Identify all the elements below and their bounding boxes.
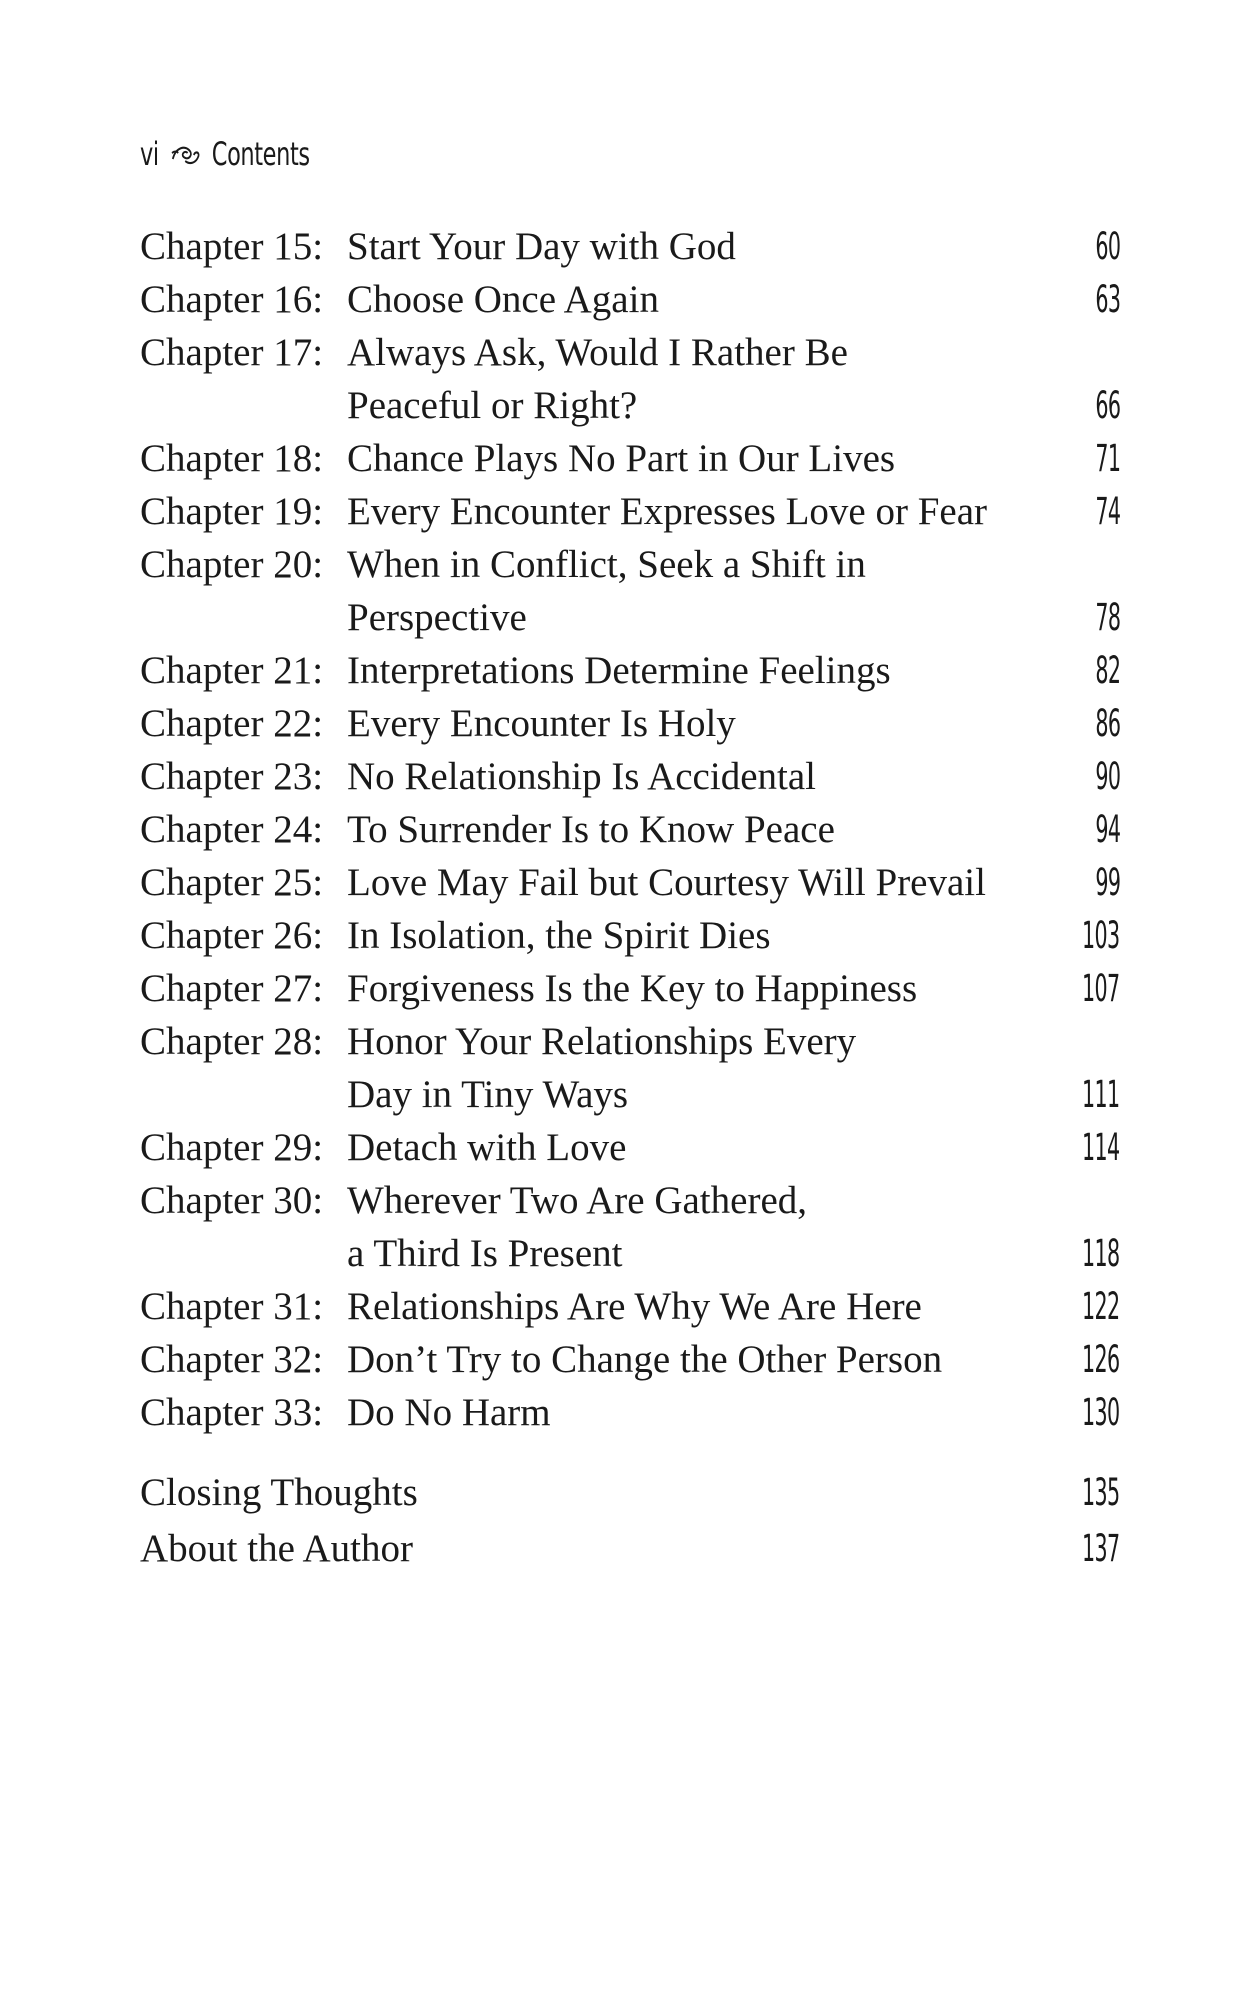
chapter-label: Chapter 25: [140, 861, 324, 904]
page-number: 111 [1082, 1073, 1120, 1116]
running-head [140, 132, 310, 176]
chapter-label: Chapter 17: [140, 331, 324, 374]
toc-entry [140, 273, 1120, 326]
chapter-label: Chapter 15: [140, 225, 324, 268]
page-number: 90 [1094, 755, 1120, 798]
chapter-label: Chapter 31: [140, 1285, 324, 1328]
toc-entry [140, 644, 1120, 697]
chapter-title [347, 1386, 551, 1439]
chapter-title-line: When in Conflict, Seek a Shift in [347, 543, 866, 586]
swirl-ornament-icon [170, 141, 201, 167]
page-number: 86 [1094, 702, 1120, 745]
toc-entry [140, 326, 1120, 432]
chapter-title [347, 1174, 807, 1280]
chapter-title-line: Every Encounter Is Holy [347, 702, 736, 745]
chapter-label: Chapter 32: [140, 1338, 324, 1381]
page-number: 118 [1082, 1232, 1120, 1275]
chapter-title-line: No Relationship Is Accidental [347, 755, 816, 798]
chapter-label: Chapter 22: [140, 702, 324, 745]
chapter-title-line: Detach with Love [347, 1126, 627, 1169]
chapter-label: Chapter 24: [140, 808, 324, 851]
chapter-label: Chapter 27: [140, 967, 324, 1010]
page-number: 114 [1082, 1126, 1120, 1169]
section-gap [140, 1439, 1120, 1465]
toc-entry [140, 750, 1120, 803]
chapter-label: Chapter 29: [140, 1126, 324, 1169]
chapter-title [347, 432, 895, 485]
toc-entry [140, 909, 1120, 962]
page-number: 74 [1094, 490, 1120, 533]
page-number: 130 [1082, 1391, 1120, 1434]
chapter-title-line: Love May Fail but Courtesy Will Prevail [347, 861, 986, 904]
toc-entry [140, 803, 1120, 856]
chapter-title-line: Start Your Day with God [347, 225, 736, 268]
chapter-label: Chapter 21: [140, 649, 324, 692]
page-number: 94 [1094, 808, 1120, 851]
toc-back-matter-entry [140, 1521, 1120, 1577]
chapter-title-line: Choose Once Again [347, 278, 659, 321]
chapter-title [347, 538, 866, 644]
chapter-title [347, 220, 736, 273]
chapter-title-line: Perspective [347, 596, 527, 639]
toc-entry [140, 856, 1120, 909]
page-number: 60 [1094, 225, 1120, 268]
chapter-title [347, 750, 816, 803]
chapter-title-line: Wherever Two Are Gathered, [347, 1179, 808, 1222]
chapter-title [347, 856, 986, 909]
toc-entry [140, 1280, 1120, 1333]
toc-back-matter-entry [140, 1465, 1120, 1521]
toc-entry [140, 1174, 1120, 1280]
chapter-title [347, 273, 659, 326]
toc-entry [140, 697, 1120, 750]
chapter-label: Chapter 30: [140, 1179, 324, 1222]
chapter-label: Chapter 23: [140, 755, 324, 798]
page-number: 135 [1082, 1471, 1120, 1514]
chapter-title [347, 1015, 856, 1121]
section-title: Contents [211, 135, 310, 173]
page-number: 99 [1094, 861, 1120, 904]
toc-entry [140, 1015, 1120, 1121]
chapter-label: Chapter 26: [140, 914, 324, 957]
toc-entry [140, 1333, 1120, 1386]
chapter-title [347, 485, 987, 538]
page-number: 126 [1082, 1338, 1120, 1381]
page-number: 78 [1094, 596, 1120, 639]
chapter-title [347, 644, 891, 697]
back-matter-title: Closing Thoughts [140, 1471, 418, 1514]
chapter-title-line: Forgiveness Is the Key to Happiness [347, 967, 918, 1010]
toc-entry [140, 1121, 1120, 1174]
chapter-title-line: Every Encounter Expresses Love or Fear [347, 490, 988, 533]
chapter-label: Chapter 18: [140, 437, 324, 480]
toc-entry [140, 962, 1120, 1015]
page-number: 107 [1082, 967, 1120, 1010]
chapter-title-line: Honor Your Relationships Every [347, 1020, 857, 1063]
page-folio: vi [140, 135, 159, 173]
page-number: 82 [1094, 649, 1120, 692]
chapter-title [347, 1121, 626, 1174]
chapter-title-line: Interpretations Determine Feelings [347, 649, 891, 692]
chapter-title-line: To Surrender Is to Know Peace [347, 808, 835, 851]
chapter-label: Chapter 33: [140, 1391, 324, 1434]
table-of-contents [140, 220, 1120, 1577]
page-number: 71 [1094, 437, 1120, 480]
toc-entry [140, 538, 1120, 644]
toc-entry [140, 485, 1120, 538]
chapter-title [347, 962, 917, 1015]
chapter-title-line: Relationships Are Why We Are Here [347, 1285, 922, 1328]
chapter-title [347, 697, 736, 750]
chapter-title [347, 1280, 922, 1333]
chapter-title-line: Do No Harm [347, 1391, 551, 1434]
chapter-title-line: Peaceful or Right? [347, 384, 638, 427]
chapter-label: Chapter 19: [140, 490, 324, 533]
toc-entry [140, 1386, 1120, 1439]
chapter-title [347, 909, 771, 962]
page-number: 122 [1082, 1285, 1120, 1328]
chapter-title [347, 1333, 942, 1386]
chapter-label: Chapter 28: [140, 1020, 324, 1063]
chapter-title-line: Always Ask, Would I Rather Be [347, 331, 848, 374]
chapter-title-line: In Isolation, the Spirit Dies [347, 914, 771, 957]
page-number: 63 [1094, 278, 1120, 321]
toc-entry [140, 220, 1120, 273]
page-number: 66 [1094, 384, 1120, 427]
chapter-title [347, 803, 835, 856]
chapter-label: Chapter 16: [140, 278, 324, 321]
chapter-title-line: Chance Plays No Part in Our Lives [347, 437, 896, 480]
chapter-title-line: a Third Is Present [347, 1232, 623, 1275]
chapter-title-line: Don’t Try to Change the Other Person [347, 1338, 943, 1381]
back-matter-title: About the Author [140, 1527, 413, 1570]
chapter-label: Chapter 20: [140, 543, 324, 586]
toc-entry [140, 432, 1120, 485]
page-number: 137 [1082, 1527, 1120, 1570]
chapter-title [347, 326, 848, 432]
chapter-title-line: Day in Tiny Ways [347, 1073, 629, 1116]
page-number: 103 [1082, 914, 1120, 957]
